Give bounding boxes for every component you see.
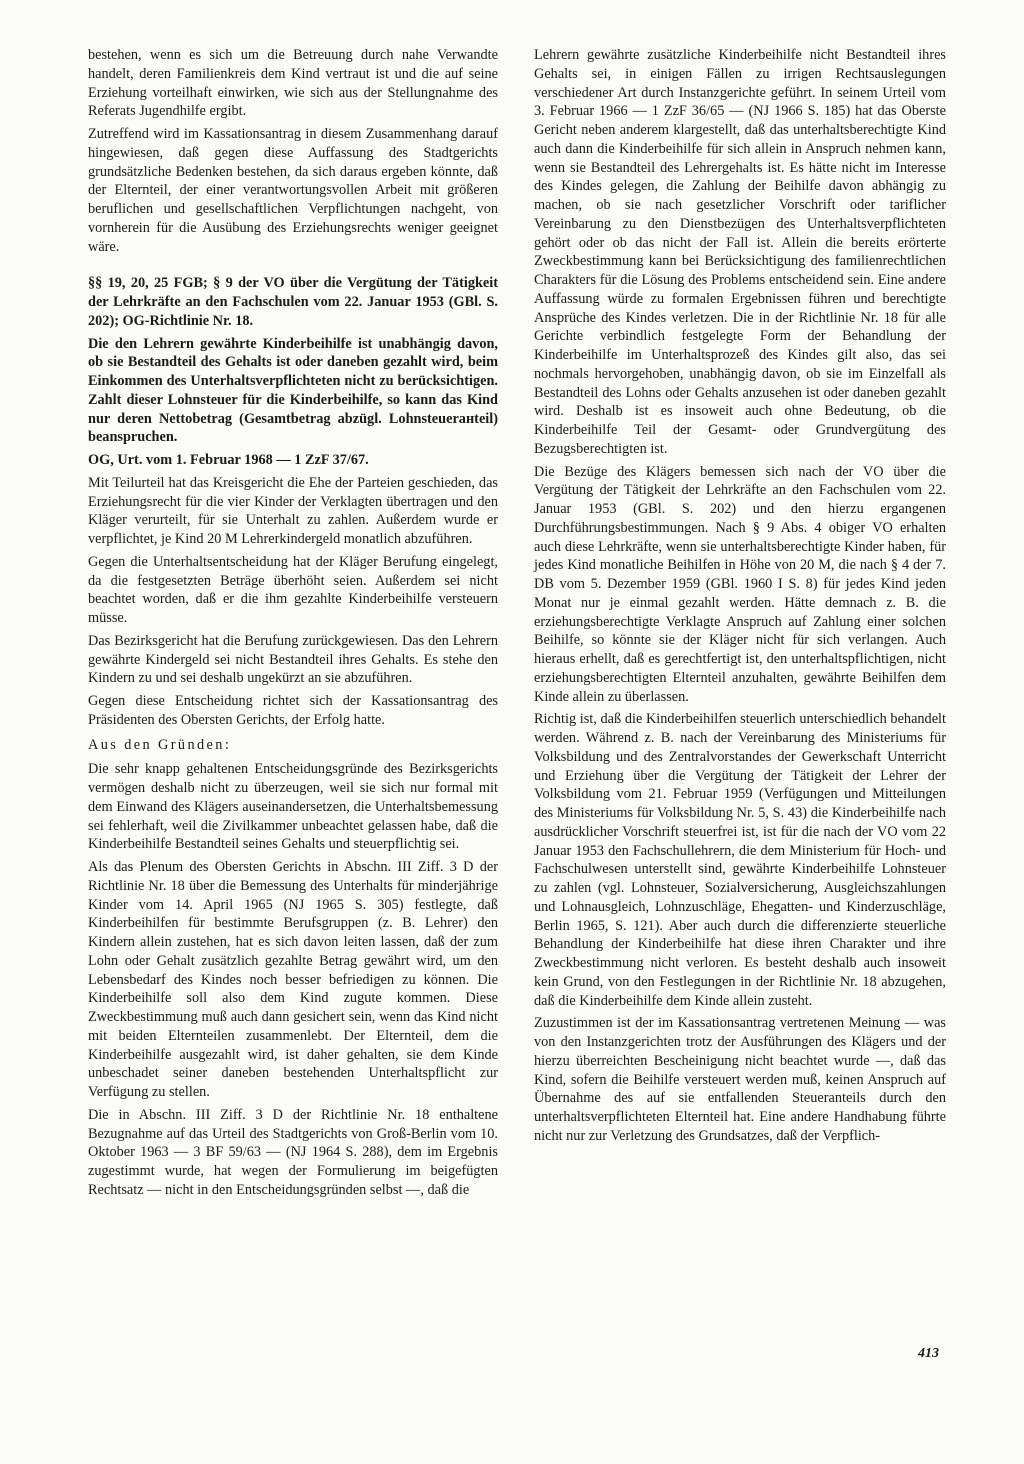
paragraph: Gegen diese Entscheidung richtet sich der Kassationsantrag des Präsidenten des Obersten Gerichts, der Erfolg hatte. (88, 693, 498, 728)
paragraph: Die sehr knapp gehaltenen Entscheidungsgründe des Bezirksgerichts vermögen deshalb nicht zu überzeugen, weil sie sich nur formal mit dem Einwand des Klägers auseinandersetzen, die Unterhaltsbemessung sei fehlerhaft, weil die Zivilkammer unbeachtet gelassen habe, daß die Kinderbeihilfe Bestandteil seines Gehalts und steuerpflichtig sei. (88, 761, 498, 853)
paragraph: Die in Abschn. III Ziff. 3 D der Richtlinie Nr. 18 enthaltene Bezugnahme auf das Urteil des Stadtgerichts von Groß-Berlin vom 10. Oktober 1963 — 3 BF 59/63 — (NJ 1964 S. 288), dem im Ergebnis zugestimmt wurde, hat wegen der Formulierung im beigefügten Rechtsatz — nicht in den Entscheidungsgründen selbst —, daß die (88, 1106, 498, 1198)
page-number: 413 (918, 1346, 939, 1361)
headnote: Die den Lehrern gewährte Kinderbeihilfe ist unabhängig davon, ob sie Bestandteil des Gehalts ist oder daneben gezahlt wird, beim Einkommen des Unterhaltsverpflichteten nicht zu berücksichtigen. Zahlt dieser Lohnsteuer für die Kinderbeihilfe, so kann das Kind nur deren Nettobetrag (Gesamtbetrag abzügl. Lohnsteuerанteil) beanspruchen. (88, 335, 498, 446)
left-column (88, 46, 498, 1204)
paragraph: Als das Plenum des Obersten Gerichts in Abschn. III Ziff. 3 D der Richtlinie Nr. 18 über die Bemessung des Unterhalts für minderjährige Kinder vom 14. April 1965 (NJ 1965 S. 305) festlegte, daß Kinderbeihilfen für bestimmte Berufsgruppen (z. B. Lehrer) den Kindern allein zustehen, hat es sich davon leiten lassen, daß der zum Lohn oder Gehalt zusätzlich gezahlte Betrag gewährt wird, um den Lebensbedarf des Kindes noch besser befriedigen zu können. Die Kinderbeihilfe soll also dem Kind zugute kommen. Diese Zweckbestimmung muß auch dann gesichert sein, wenn das Kind nicht mit beiden Elternteilen zusammenlebt. Der Elternteil, dem die Kinderbeihilfe ausgezahlt wird, ist daher gehalten, sie dem Kinde unbeschadet seiner daneben bestehenden Unterhaltspflicht zur Verfügung zu stellen. (88, 859, 498, 1100)
paragraph: Lehrern gewährte zusätzliche Kinderbeihilfe nicht Bestandteil ihres Gehalts sei, in einigen Fällen zu irrigen Rechtsauslegungen verschiedener Art durch Instanzgerichte geführt. In seinem Urteil vom 3. Februar 1966 — 1 ZzF 36/65 — (NJ 1966 S. 185) hat das Oberste Gericht neben anderem klargestellt, daß das unterhaltsberechtigte Kind auch dann die Kinderbeihilfe für sich allein in Anspruch nehmen kann, wenn sie Bestandteil des Lehrergehalts ist. Es hätte nicht im Interesse des Kindes gelegen, die Zahlung der Beihilfe davon abhängig zu machen, ob sie nach gesetzlicher Vorschrift oder tariflicher Vereinbarung zu den Dienstbezügen des Unterhaltsverpflichteten gehört oder ob das nicht der Fall ist. Allein die bereits erörterte Zweckbestimmung kann bei Berücksichtigung des familienrechtlichen Charakters für die Lösung des Problems entscheidend sein. Eine andere Auffassung würde zu formalen Ergebnissen führen und berechtigte Ansprüche des Kindes verletzen. Die in der Richtlinie Nr. 18 für alle Gerichte verbindlich festgelegte Form der Behandlung der Kinderbeihilfe im Unterhaltsprozeß des Kindes gilt also, das sei nochmals hervorgehoben, unabhängig davon, ob sie im Einzelfall als Bestandteil des Lohns oder Gehalts anzusehen ist oder daneben gezahlt wird. Deshalb ist es insoweit auch ohne Bedeutung, ob die Kinderbeihilfe Teil der Gesamt- oder Grundvergütung des Bezugsberechtigten ist. (534, 47, 946, 457)
paragraph: Gegen die Unterhaltsentscheidung hat der Kläger Berufung eingelegt, da die festgesetzten Beträge überhöht seien. Außerdem sei nicht beachtet worden, daß er die ihm gezahlte Kinderbeihilfe versteuern müsse. (88, 553, 498, 626)
legal-citation-heading: §§ 19, 20, 25 FGB; § 9 der VO über die Vergütung der Tätigkeit der Lehrkräfte an den Fachschulen vom 22. Januar 1953 (GBl. S. 202); OG-Richtlinie Nr. 18. (88, 275, 498, 329)
paragraph: Das Bezirksgericht hat die Berufung zurückgewiesen. Das den Lehrern gewährte Kindergeld sei nicht Bestandteil ihres Gehalts. Es stehe den Kindern zu und sei deshalb ungekürzt an sie abzuführen. (88, 632, 498, 687)
case-reference: OG, Urt. vom 1. Februar 1968 — 1 ZzF 37/67. (88, 452, 369, 468)
paragraph: bestehen, wenn es sich um die Betreuung durch nahe Verwandte handelt, deren Familienkreis dem Kind vertraut ist und die auf seine Erziehung vorteilhaft einwirken, wie sich aus der Stellungnahme des Referats Jugendhilfe ergibt. (88, 47, 498, 120)
paragraph: Zutreffend wird im Kassationsantrag in diesem Zusammenhang darauf hingewiesen, daß gegen diese Auffassung des Stadtgerichts grundsätzliche Bedenken bestehen, da sich daraus ergeben könnte, daß der Elternteil, der einer verantwortungsvollen Arbeit mit größeren beruflichen und gesellschaftlichen Verpflichtungen nachgeht, von vornherein für die Ausübung des Erziehungsrechts weniger geeignet wäre. (88, 126, 498, 255)
paragraph: Zuzustimmen ist der im Kassationsantrag vertretenen Meinung — was von den Instanzgerichten trotz der Ausführungen des Klägers und der hierzu überreichten Bescheinigung nicht beachtet wurde —, daß das Kind, sofern die Beihilfe versteuert werden muß, keinen Anspruch auf Übernahme des auf sie entfallenden Steueranteils durch den unterhaltsverpflichteten Elternteil hat. Eine andere Handhabung führte nicht nur zur Verletzung des Grundsatzes, daß der Verpflich- (534, 1015, 946, 1144)
paragraph: Die Bezüge des Klägers bemessen sich nach der VO über die Vergütung der Tätigkeit der Lehrkräfte an den Fachschulen vom 22. Januar 1953 (GBl. S. 202) und den hierzu ergangenen Durchführungsbestimmungen. Nach § 9 Abs. 4 obiger VO erhalten auch diese Lehrkräfte, wenn sie unterhaltsberechtigte Kinder haben, für jedes Kind monatliche Beihilfen in Höhe von 20 M, die nach § 4 der 7. DB vom 5. Dezember 1959 (GBl. 1960 I S. 8) für jedes Kind jeden Monat nur je einmal gezahlt werden. Hätte demnach z. B. die erziehungsberechtigte Verklagte Anspruch auf Zahlung einer solchen Beihilfe, so könnte sie der Kläger nicht für sich verlangen. Auch hieraus erhellt, daß es gerechtfertigt ist, den unterhaltspflichtigen, nicht erziehungsberechtigten Elternteil anzuhalten, gewährte Beihilfen dem Kinde allein zu überlassen. (534, 463, 946, 705)
right-column (534, 46, 946, 1150)
paragraph: Mit Teilurteil hat das Kreisgericht die Ehe der Parteien geschieden, das Erziehungsrecht für die vier Kinder der Verklagten übertragen und den Kläger verurteilt, für sie Unterhalt zu zahlen. Außerdem wurde er verpflichtet, je Kind 20 M Lehrerkindergeld monatlich abzuführen. (88, 474, 498, 547)
paragraph: Richtig ist, daß die Kinderbeihilfen steuerlich unterschiedlich behandelt werden. Während z. B. nach der Vereinbarung des Ministeriums für Volksbildung und des Zentralvorstandes der Gewerkschaft Unterricht und Erziehung über die Vergütung der Tätigkeit der Lehrer der Volksbildung vom 21. Februar 1959 (Verfügungen und Mitteilungen des Ministeriums für Volksbildung Nr. 5, S. 43) die Kinderbeihilfe nach ausdrücklicher Vorschrift steuerfrei ist, ist für die nach der VO vom 22 Januar 1953 den Fachschullehrern, die dem Ministerium für Hoch- und Fachschulwesen unterstellt sind, gewährte Kinderbeihilfe Lohnsteuer zu zahlen (vgl. Lohnsteuer, Sozialversicherung, Ausgleichszahlungen und Lohnausgleich, Lohnzuschläge, Ehegatten- und Kinderzuschläge, Berlin 1965, S. 121). Aber auch durch die differenzierte steuerliche Behandlung der Kinderbeihilfe hat diese ihren Charakter und ihre Zweckbestimmung nicht verloren. Es besteht deshalb auch insoweit kein Grund, von den Festlegungen in der Richtlinie Nr. 18 abzugehen, daß die Kinderbeihilfe dem Kinde allein zusteht. (534, 711, 946, 1009)
section-heading: Aus den Gründen: (88, 736, 232, 753)
